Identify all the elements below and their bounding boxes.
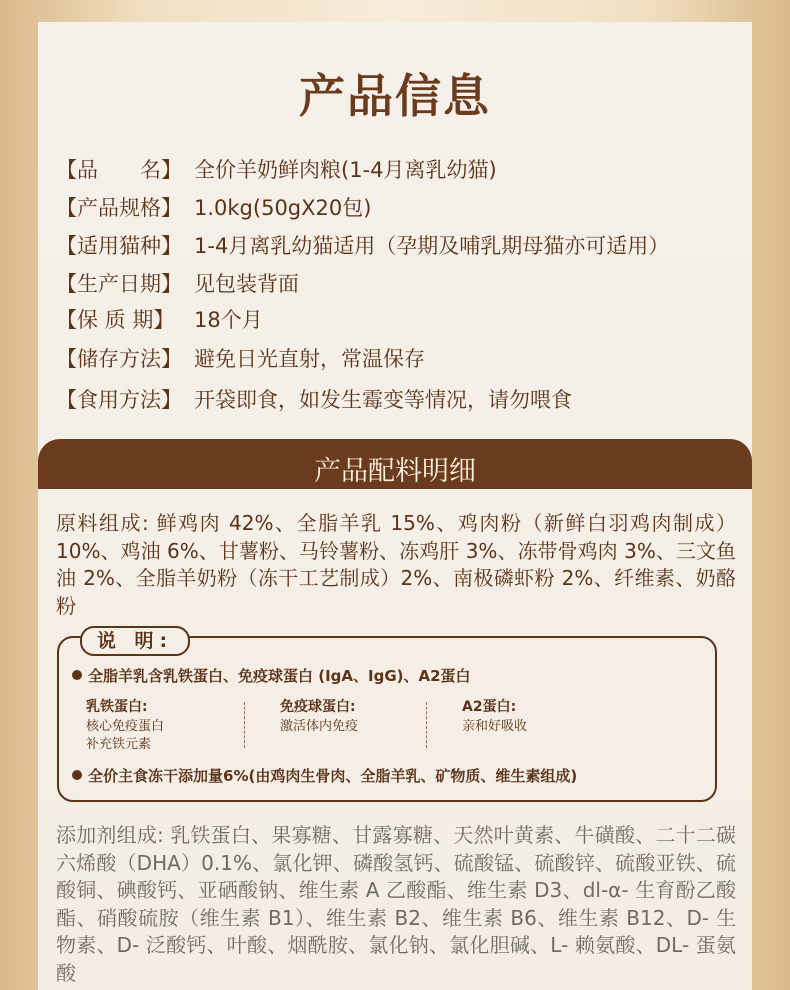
note-bullet-text: 全脂羊乳含乳铁蛋白、免疫球蛋白 (IgA、IgG)、A2蛋白 [88,667,471,685]
protein-desc: 补充铁元素 [86,737,152,752]
info-row-shelf-life [56,304,263,334]
info-key: 【储存方法】 [56,347,182,371]
protein-desc: 亲和好吸收 [462,719,528,734]
info-key: 【适用猫种】 [56,234,182,258]
info-value: 避免日光直射，常温保存 [194,347,425,371]
column-divider [244,702,245,748]
info-key: 【保 质 期】 [56,308,175,332]
info-key: 【食用方法】 [56,388,182,412]
info-value: 1-4月离乳幼猫适用（孕期及哺乳期母猫亦可适用） [194,234,670,258]
info-value: 18个月 [194,308,263,332]
protein-desc: 激活体内免疫 [280,719,359,734]
page-title: 产品信息 [299,69,491,123]
ingredients-text: 原料组成: 鲜鸡肉 42%、全脂羊乳 15%、鸡肉粉（新鲜白羽鸡肉制成）10%、鸡油 6%、甘薯粉、马铃薯粉、冻鸡肝 3%、冻带骨鸡肉 3%、三文鱼油 2%、全脂羊奶粉（冻干工艺制成）2%、南极磷虾粉 2%、纤维素、奶酪粉 [56,511,736,618]
info-row-name [56,154,497,184]
protein-title: 乳铁蛋白: [86,699,148,715]
info-row-storage [56,343,425,373]
info-value: 见包装背面 [194,272,299,296]
note-bullet-1 [72,665,471,686]
note-bullet-text: 全价主食冻干添加量6%(由鸡肉生骨肉、全脂羊乳、矿物质、维生素组成) [88,767,578,785]
section-title: 产品配料明细 [314,456,476,487]
info-row-spec [56,192,371,222]
protein-desc: 核心免疫蛋白 [86,719,165,734]
protein-title: 免疫球蛋白: [280,699,356,715]
info-value: 1.0kg(50gX20包) [194,196,372,220]
info-row-cat-type [56,230,669,260]
column-divider [426,702,427,748]
protein-immunoglobulin [280,698,358,736]
protein-lactoferrin [86,698,164,754]
bullet-dot-icon [72,670,82,680]
info-value: 开袋即食，如发生霉变等情况，请勿喂食 [194,388,572,412]
info-row-usage [56,384,572,414]
info-key: 【产品规格】 [56,196,182,220]
info-value: 全价羊奶鲜肉粮(1-4月离乳幼猫) [194,158,497,182]
protein-title: A2蛋白: [462,699,517,715]
note-label: 说 明: [80,626,190,656]
protein-a2 [462,698,527,736]
info-row-production-date [56,268,299,298]
additives-text: 添加剂组成: 乳铁蛋白、果寡糖、甘露寡糖、天然叶黄素、牛磺酸、二十二碳六烯酸（DHA）0.1%、氯化钾、磷酸氢钙、硫酸锰、硫酸锌、硫酸亚铁、硫酸铜、碘酸钙、亚硒酸钠、维生素 A 乙酸酯、维生素 D3、dl-α- 生育酚乙酸酯、硝酸硫胺（维生素 B1）、维生素 B2、维生素 B6、维生素 B12、D- 生物素、D- 泛酸钙、叶酸、烟酰胺、氯化钠、氯化胆碱、L- 赖氨酸、DL- 蛋氨酸 [56,823,736,985]
info-key: 【品 名】 [56,158,182,182]
info-key: 【生产日期】 [56,272,182,296]
note-bullet-2 [72,765,577,786]
bullet-dot-icon [72,770,82,780]
